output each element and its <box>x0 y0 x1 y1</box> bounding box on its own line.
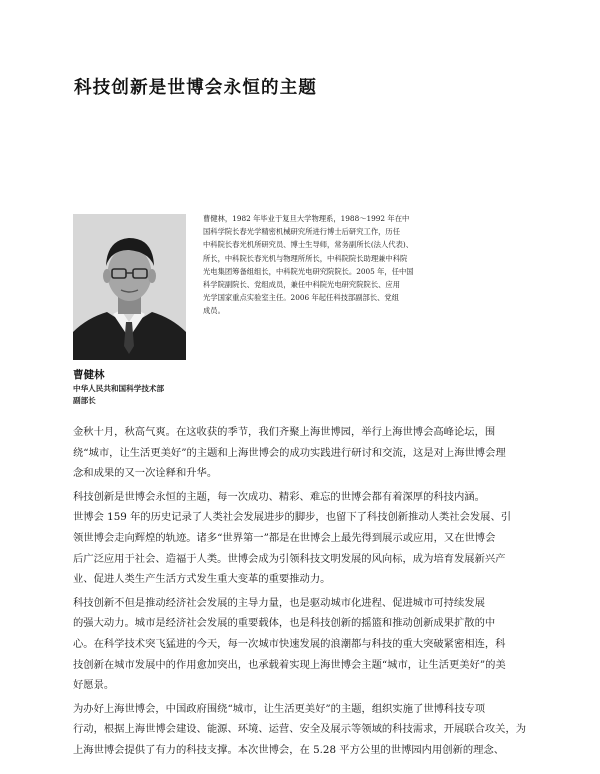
text-line: 世博会 159 年的历史记录了人类社会发展进步的脚步，也留下了科技创新推动人类社会发展、引 <box>73 511 512 524</box>
bio-line: 国科学院长春光学精密机械研究所进行博士后研究工作，历任 <box>203 227 401 237</box>
text-line: 念和成果的又一次诠释和升华。 <box>73 467 218 480</box>
paragraph <box>73 699 533 761</box>
article-body <box>73 422 533 761</box>
text-line: 技创新在城市发展中的作用愈加突出，也承载着实现上海世博会主题“城市，让生活更美好”的美 <box>73 658 506 671</box>
text-line: 绕“城市，让生活更美好”的主题和上海世博会的成功实践进行研讨和交流，这是对上海世博会理 <box>73 446 506 459</box>
text-line: 金秋十月，秋高气爽。在这收获的季节，我们齐聚上海世博园，举行上海世博会高峰论坛，围 <box>73 426 496 438</box>
author-portrait <box>73 214 186 360</box>
text-line: 科技创新不但是推动经济社会发展的主导力量，也是驱动城市化进程、促进城市可持续发展 <box>73 596 485 609</box>
text-line: 上海世博会提供了有力的科技支撑。本次世博会，在 5.28 平方公里的世博园内用创新的理念、 <box>73 743 505 756</box>
author-position <box>73 383 203 407</box>
article-title: 科技创新是世博会永恒的主题 <box>74 78 318 98</box>
text-line: 为办好上海世博会，中国政府围绕“城市，让生活更美好”的主题，组织实施了世博科技专项 <box>73 702 486 715</box>
bio-line: 光电集团筹备组组长，中科院光电研究院院长。2005 年，任中国 <box>203 266 414 276</box>
author-bio <box>203 212 439 318</box>
bio-line: 成员。 <box>203 306 225 316</box>
paragraph <box>73 593 533 696</box>
bio-line: 中科院长春光机所研究员、博士生导师，常务副所长(法人代表)、 <box>203 240 414 250</box>
bio-line: 科学院副院长、党组成员，兼任中科院光电研究院院长、应用 <box>203 280 401 290</box>
paragraph <box>73 422 533 484</box>
text-line: 行动，根据上海世博会建设、能源、环境、运营、安全及展示等领域的科技需求，开展联合攻关，为 <box>73 723 527 736</box>
text-line: 业、促进人类生产生活方式发生重大变革的重要推动力。 <box>73 573 331 586</box>
text-line: 科技创新是世博会永恒的主题，每一次成功、精彩、难忘的世博会都有着深厚的科技内涵。 <box>73 490 485 503</box>
text-line: 的强大动力。城市是经济社会发展的重要载体，也是科技创新的摇篮和推动创新成果扩散的中 <box>73 617 496 630</box>
bio-line: 光学国家重点实验室主任。2006 年起任科技部副部长、党组 <box>203 293 400 303</box>
bio-line: 曹健林，1982 年毕业于复旦大学物理系，1988～1992 年在中 <box>203 214 410 223</box>
text-line: 心。在科学技术突飞猛进的今天，每一次城市快速发展的浪潮都与科技的重大突破紧密相连，科 <box>73 637 506 650</box>
portrait-image <box>73 214 186 360</box>
author-name: 曹健林 <box>73 369 105 381</box>
author-position-line: 中华人民共和国科学技术部 <box>73 384 165 393</box>
text-line: 后广泛应用于社会、造福于人类。世博会成为引领科技文明发展的风向标，成为培育发展新兴产 <box>73 552 506 565</box>
author-position-line: 副部长 <box>73 396 96 405</box>
paragraph <box>73 487 533 590</box>
text-line: 领世博会走向辉煌的轨迹。诸多“世界第一”都是在世博会上最先得到展示或应用，又在世博会 <box>73 531 496 544</box>
text-line: 好愿景。 <box>73 679 115 692</box>
bio-line: 所长，中科院长春光机与物理所所长，中科院院长助理兼中科院 <box>203 253 408 263</box>
